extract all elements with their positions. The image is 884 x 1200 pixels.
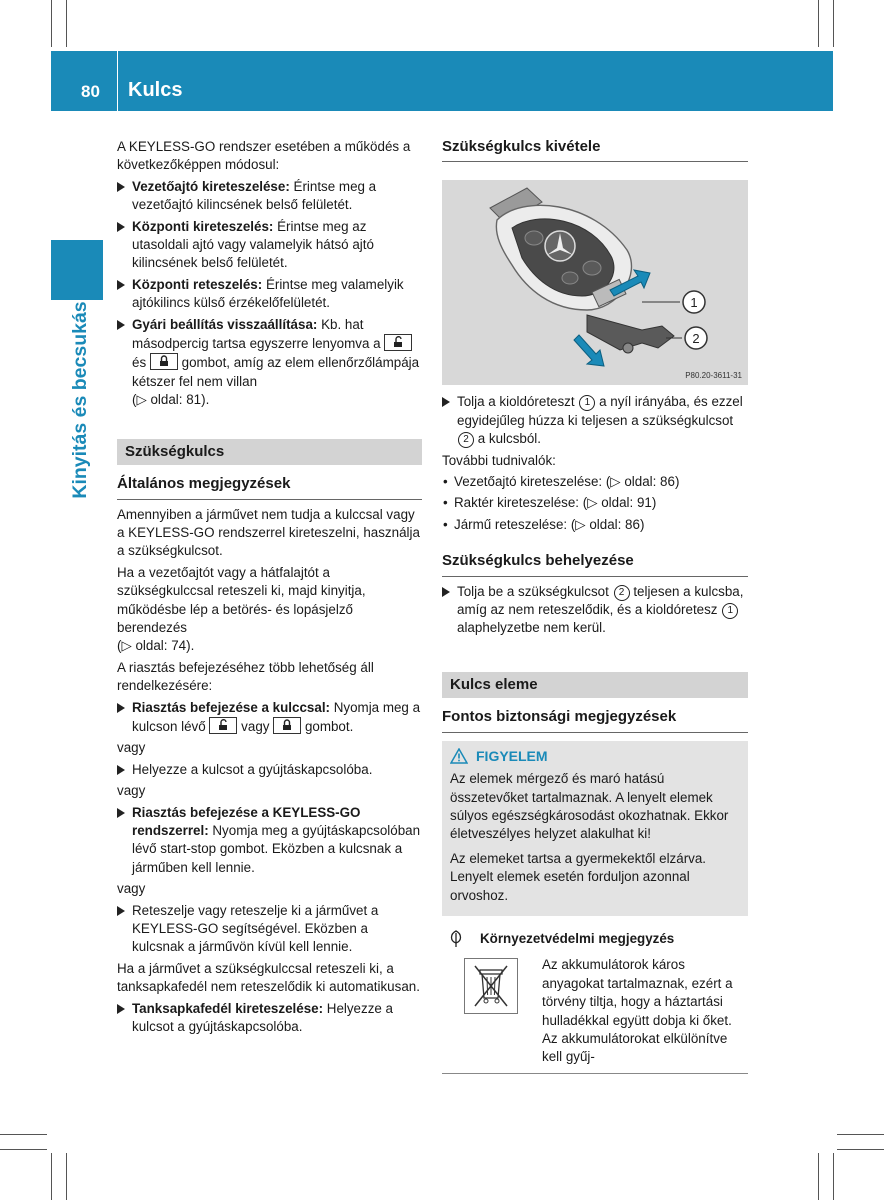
figure-reference-code: P80.20-3611-31 xyxy=(685,371,742,381)
step-label: Központi kireteszelés: xyxy=(132,218,274,234)
step-item xyxy=(117,1000,422,1037)
step-label: Tanksapkafedél kireteszelése: xyxy=(132,1000,324,1016)
subheading-key-removal: Szükségkulcs kivétele xyxy=(442,138,748,162)
step-label: Vezetőajtó kireteszelése: xyxy=(132,178,290,194)
page-reference: (▷ oldal: 74). xyxy=(117,638,195,654)
step-arrow-icon xyxy=(117,280,125,290)
step-text: Érintse meg az utasoldali ajtó vagy valamelyik hátsó ajtó kilincsének belső felületét. xyxy=(132,218,374,271)
list-item-text: Jármű reteszelése: (▷ oldal: 86) xyxy=(454,516,645,532)
step-text: Érintse meg a vezetőajtó kilincsének belső felületét. xyxy=(132,178,377,213)
crop-mark xyxy=(833,1153,834,1200)
crop-mark xyxy=(66,0,67,47)
key-illustration-graphic xyxy=(442,180,748,385)
or-separator: vagy xyxy=(117,783,146,799)
step-item xyxy=(117,178,422,215)
callout-number: 1 xyxy=(579,395,595,411)
step-text: Reteszelje vagy reteszelje ki a járművet a KEYLESS-GO segítségével. Eközben a kulcsnak a járművön kívül kell lennie. xyxy=(132,902,379,955)
crop-mark xyxy=(818,0,819,47)
list-item xyxy=(442,494,748,512)
step-arrow-icon xyxy=(442,397,450,407)
or-separator: vagy xyxy=(117,740,146,756)
side-tab-marker xyxy=(51,240,103,300)
step-arrow-icon xyxy=(117,808,125,818)
step-arrow-icon xyxy=(117,222,125,232)
warning-text: Az elemek mérgező és maró hatású összetevőket tartalmaznak. A lenyelt elemek súlyos egészségkárosodást okozhatnak. Ekkor életveszélyes helyzet alakulhat ki! xyxy=(450,771,729,842)
environment-note-title: Környezetvédelmi megjegyzés xyxy=(480,930,675,946)
step-arrow-icon xyxy=(117,182,125,192)
step-text: a kulcsból. xyxy=(477,431,541,447)
callout-number: 1 xyxy=(722,603,738,619)
environment-note-body xyxy=(442,956,748,1066)
page-reference: (▷ oldal: 81). xyxy=(132,392,210,408)
paragraph xyxy=(117,564,422,656)
callout-number: 2 xyxy=(458,432,474,448)
list-item-text: Raktér kireteszelése: (▷ oldal: 91) xyxy=(454,495,657,511)
step-text: Tolja a kioldóreteszt xyxy=(457,394,575,410)
step-text: a nyíl irányába, és ezzel egyidejűleg húzza ki teljesen a szükségkulcsot xyxy=(457,394,743,428)
step-label: Gyári beállítás visszaállítása: xyxy=(132,316,318,332)
chapter-title: Kulcs xyxy=(128,79,183,101)
warning-box xyxy=(442,741,748,916)
subheading-safety-notes: Fontos biztonsági megjegyzések xyxy=(442,708,748,732)
bullet-dot: • xyxy=(443,495,448,511)
step-text: gombot, amíg az elem ellenőrzőlámpája kétszer fel nem villan xyxy=(132,355,420,389)
crop-mark xyxy=(837,1134,884,1135)
callout-1: 1 xyxy=(690,295,698,311)
section-heading-emergency-key: Szükségkulcs xyxy=(117,439,422,465)
page-number: 80 xyxy=(81,82,100,101)
warning-header xyxy=(450,747,740,766)
warning-text: Az elemeket tartsa a gyermekektől elzárva. Lenyelt elemek esetén forduljon azonnal orvoshoz. xyxy=(450,850,707,903)
step-text: Érintse meg valamelyik ajtókilincs külső érzékelőfelületét. xyxy=(132,276,404,311)
intro-paragraph: A KEYLESS-GO rendszer esetében a működés a következőképpen módosul: xyxy=(117,139,411,173)
list-item xyxy=(442,473,748,491)
side-chapter-label: Kinyitás és becsukás xyxy=(68,301,91,499)
callout-2: 2 xyxy=(692,331,700,347)
connector-text: vagy xyxy=(241,718,270,734)
step-arrow-icon xyxy=(117,703,125,713)
paragraph: Amennyiben a járművet nem tudja a kulccsal vagy a KEYLESS-GO rendszerrel kireteszelni, használja a szükségkulcsot. xyxy=(117,506,420,559)
warning-triangle-icon xyxy=(450,748,468,764)
unlock-button-icon xyxy=(209,717,237,734)
step-text: alaphelyzetbe nem kerül. xyxy=(457,620,606,636)
step-item xyxy=(117,804,422,878)
key-removal-illustration xyxy=(442,180,748,385)
left-column xyxy=(117,138,422,1039)
step-arrow-icon xyxy=(117,320,125,330)
step-item xyxy=(442,583,748,638)
environment-note-text: Az akkumulátorok káros anyagokat tartalmaznak, ezért a törvény tiltja, hogy a háztartási hulladékkal együtt dobja ki őket. Az akkumulátorokat elkülönítve kell gyűj- xyxy=(542,957,733,1065)
connector-text: és xyxy=(132,355,147,371)
step-label: Riasztás befejezése a KEYLESS-GO rendszerrel: xyxy=(132,804,361,838)
bullet-dot: • xyxy=(443,516,448,532)
list-item-text: Vezetőajtó kireteszelése: (▷ oldal: 86) xyxy=(454,474,680,490)
step-text: Nyomja meg a gyújtáskapcsolóban lévő start-stop gombot. Eközben a kulcsnak a járműben kell lennie. xyxy=(132,823,421,875)
step-item xyxy=(117,218,422,273)
lock-button-icon xyxy=(273,717,301,734)
step-label: Központi reteszelés: xyxy=(132,276,263,292)
step-text: Nyomja meg a kulcson lévő xyxy=(132,699,421,734)
step-arrow-icon xyxy=(442,587,450,597)
right-column xyxy=(442,138,748,1074)
step-text: teljesen a kulcsba, amíg az nem reteszelődik, és a kioldóretesz xyxy=(457,583,744,618)
step-text: gombot. xyxy=(304,718,354,734)
crop-mark xyxy=(0,1149,47,1150)
step-item xyxy=(117,761,422,779)
crop-mark xyxy=(837,1149,884,1150)
step-item xyxy=(117,316,422,410)
paragraph-text: Ha a vezetőajtót vagy a hátfalajtót a szükségkulccsal reteszeli ki, majd kinyitja, működésbe lép a betörés- és lopásjelző berendezés xyxy=(117,564,366,635)
subheading-general-notes: Általános megjegyzések xyxy=(117,475,422,499)
step-item xyxy=(117,902,422,957)
crop-mark xyxy=(66,1153,67,1200)
header-divider xyxy=(117,51,118,111)
step-text: Tolja be a szükségkulcsot xyxy=(457,583,609,599)
bullet-dot: • xyxy=(443,474,448,490)
environment-note xyxy=(442,930,748,1074)
warning-title: FIGYELEM xyxy=(476,747,548,764)
crop-mark xyxy=(51,1153,52,1200)
crossed-out-bin-icon xyxy=(464,958,518,1014)
step-arrow-icon xyxy=(117,1004,125,1014)
step-arrow-icon xyxy=(117,906,125,916)
step-item xyxy=(117,699,422,737)
crop-mark xyxy=(51,0,52,47)
crop-mark xyxy=(833,0,834,47)
leaf-icon xyxy=(448,930,464,948)
crop-mark xyxy=(818,1153,819,1200)
page-header xyxy=(51,51,833,111)
step-item xyxy=(117,276,422,313)
paragraph: A riasztás befejezéséhez több lehetőség áll rendelkezésére: xyxy=(117,659,374,694)
list-item xyxy=(442,516,748,534)
step-text: Helyezze a kulcsot a gyújtáskapcsolóba. xyxy=(132,761,373,777)
paragraph: Ha a járművet a szükségkulccsal reteszeli ki, a tanksapkafedél nem reteszelődik ki automatikusan. xyxy=(117,960,420,995)
unlock-button-icon xyxy=(384,334,412,351)
step-label: Riasztás befejezése a kulccsal: xyxy=(132,699,330,715)
subheading-key-insertion: Szükségkulcs behelyezése xyxy=(442,552,748,576)
crop-mark xyxy=(0,1134,47,1135)
lock-button-icon xyxy=(150,353,178,370)
step-text: Kb. hat másodpercig tartsa egyszerre lenyomva a xyxy=(132,316,381,352)
callout-number: 2 xyxy=(614,585,630,601)
or-separator: vagy xyxy=(117,881,146,897)
step-item xyxy=(442,393,748,448)
step-arrow-icon xyxy=(117,765,125,775)
section-heading-key-battery: Kulcs eleme xyxy=(442,672,748,698)
step-text: Helyezze a kulcsot a gyújtáskapcsolóba. xyxy=(132,1000,394,1035)
further-info-label: További tudnivalók: xyxy=(442,452,556,468)
